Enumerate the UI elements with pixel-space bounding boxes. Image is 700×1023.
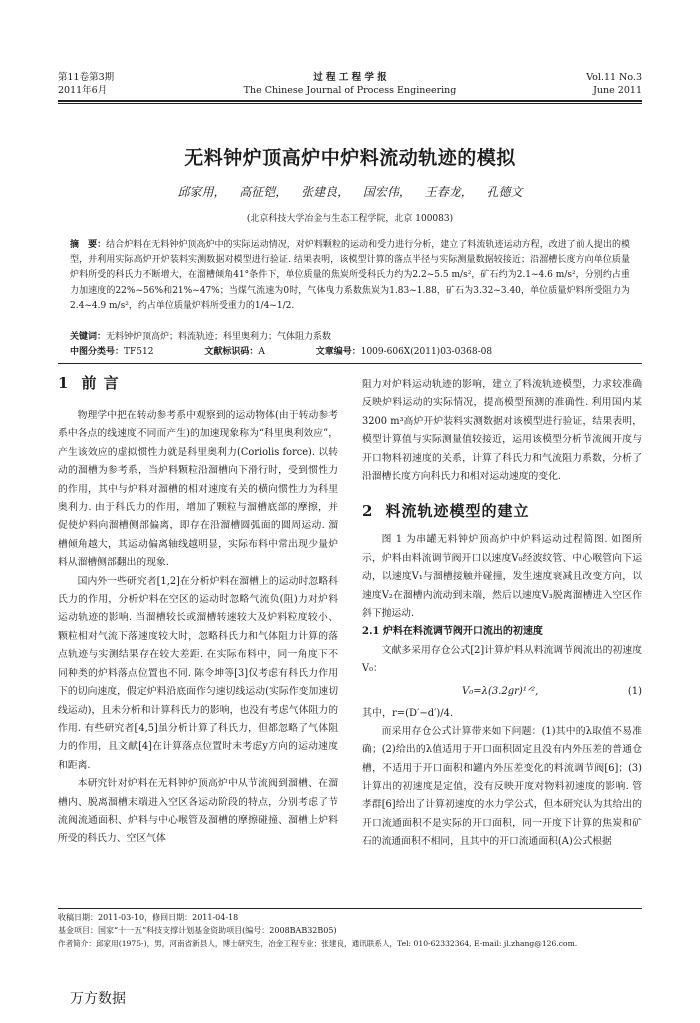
volume-issue: 第11卷第3期 <box>58 72 115 83</box>
clc-label: 中图分类号： <box>70 347 125 357</box>
abstract-text: 结合炉料在无料钟炉顶高炉中的实际运动情况，对炉料颗粒的运动和受力进行分析，建立了料流轨迹运动方程，改进了前人提出的模型，并利用实际高炉开炉装料实测数据对模型进行验证. 结果表明，该模型计算的落点半径与实际测量数据较接近；沿溜槽长度方向单位质量炉料所受的科氏力不断增大，在溜槽倾角41°条件下，单位质量的焦炭所受科氏力约为2.2~5.5 m/s²，矿石约为2.1~4.6 m/s²，分别约占重力加速度的22%~56%和21%~47%；当煤气流速为0时，气体曳力系数焦炭为1.83~1.88，矿石为3.32~3.40，单位质量炉料所受阻力为2.4~4.9 m/s²，约占单位质量炉料所受重力的1/4~1/2. <box>70 240 630 311</box>
section-1-paragraph-1: 物理学中把在转动参考系中观察到的运动物体(由于转动参考系中各点的线速度不同而产生)的加速现象称为“科里奥利效应”，产生该效应的虚拟惯性力就是科里奥利力(Coriolis force). 以转动的溜槽为参考系，当炉料颗粒沿溜槽向下滑行时，受到惯性力的作用，其中与炉料对溜槽的相对速度有关的横向惯性力为科里奥利力. 由于科氏力的作用，增加了颗粒与溜槽底部的摩擦，并促使炉料向溜槽侧部偏离，即存在沿溜槽圆弧面的圆周运动. 溜槽倾角越大，其运动偏离轴线越明显，实际布料中常出现少量炉料从溜槽侧部翻出的现象. <box>58 410 338 569</box>
journal-name-en: The Chinese Journal of Process Engineering <box>243 85 457 96</box>
abstract-rule <box>58 363 642 364</box>
equation-where: 其中，r=(D′−d′)/4. <box>362 707 454 719</box>
section-1-paragraph-2: 国内外一些研究者[1,2]在分析炉料在溜槽上的运动时忽略科氏力的作用，分析炉料在空区的运动时忽略气流负(阻)力对炉料运动轨迹的影响. 当溜槽较长或溜槽转速较大及炉料粒度较小、颗粒相对气流下落速度较大时，忽略科氏力和气体阻力计算的落点轨迹与实测结果存在较大差距. 在实际布料中，同一角度下不同种类的炉料落点位置也不同. 陈令坤等[3]仅考虑有科氏力作用下的切向速度，假定炉料沿底面作匀速切线运动(实际作变加速切线运动)，且未分析和计算科氏力的影响，也没有考虑气体阻力的作用. 有些研究者[4,5]虽分析计算了科氏力，但都忽略了气体阻力的作用，且文献[4]在计算落点位置时未考虑y方向的运动速度和距离. <box>58 575 338 771</box>
keywords-label: 关键词： <box>70 332 107 342</box>
right-column <box>362 376 642 852</box>
footnote-received: 收稿日期：2011-03-10，修回日期：2011-04-18 <box>58 913 239 922</box>
equation-1-number: (1) <box>627 685 642 697</box>
article-number-value: 1009-606X(2011)03-0368-08 <box>360 347 493 357</box>
header-rule-thin <box>58 103 642 104</box>
footnote-rule <box>58 908 642 909</box>
footnote-fund: 基金项目：国家“十一五”科技支撑计划基金资助项目(编号：2008BAB32B05) <box>58 926 337 935</box>
section-1-heading <box>58 372 338 393</box>
affiliation: (北京科技大学冶金与生态工程学院，北京 100083) <box>246 214 454 224</box>
classification-line <box>70 345 630 359</box>
footnote-author: 作者简介：邱家用(1975-)，男，河南省新县人，博士研究生，冶金工程专业；张建良，通讯联系人，Tel: 010-62332364, E-mail: jl.zhang@126.com. <box>58 939 578 948</box>
equation-1 <box>362 683 642 705</box>
volume-issue-en: Vol.11 No.3 <box>586 72 642 83</box>
author-list: 邱家用， 高征铠， 张建良， 国宏伟， 王春龙， 孔德文 <box>177 185 523 199</box>
section-2-paragraph-2: 文献多采用存仓公式[2]计算炉料从料流调节阀流出的初速度V₀： <box>362 644 642 675</box>
section-1-paragraph-3: 本研究针对炉料在无料钟炉顶高炉中从节流阀到溜槽、在溜槽内、脱离溜槽末端进入空区各运动阶段的特点，分别考虑了节流阀流通面积、炉料与中心喉管及溜槽的摩擦碰撞、溜槽上炉料所受的科氏力、空区气体 <box>58 778 338 845</box>
equation-1-expression: V₀=λ(3.2gr)¹ᐟ², <box>462 685 539 697</box>
article-number-label: 文章编号： <box>315 347 361 357</box>
section-2-number: 2 <box>362 502 374 521</box>
journal-name-cn: 过 程 工 程 学 报 <box>313 72 387 83</box>
wanfang-watermark: 万方数据 <box>70 991 126 1007</box>
abstract <box>70 238 630 314</box>
paper-title: 无料钟炉顶高炉中炉料流动轨迹的模拟 <box>184 147 516 169</box>
header-rule <box>58 100 642 102</box>
subsection-2-1-heading: 2.1 炉料在料流调节阀开口流出的初速度 <box>362 626 543 638</box>
section-2-title: 料流轨迹模型的建立 <box>385 502 530 521</box>
section-2-paragraph-1: 图 1 为串罐无料钟炉顶高炉中炉料运动过程简图. 如图所示，炉料由料流调节阀开口以速度V₀经波纹管、中心喉管向下运动，以速度V₁与溜槽接触并碰撞，发生速度衰减且改变方向，以速度V₂在溜槽内流动到末端，然后以速度V₃脱离溜槽进入空区作斜下抛运动. <box>362 534 642 620</box>
keywords <box>70 330 630 344</box>
abstract-label: 摘 要： <box>70 240 107 250</box>
keywords-text: 无料钟炉顶高炉；料流轨迹；科里奥利力；气体阻力系数 <box>106 332 332 342</box>
section-2-heading <box>362 500 642 521</box>
doc-code-label: 文献标识码： <box>204 347 259 357</box>
clc-value: TF512 <box>124 347 154 357</box>
issue-date: 2011年6月 <box>58 85 108 96</box>
section-1-title: 前 言 <box>81 374 120 392</box>
doc-code-value: A <box>258 347 265 357</box>
section-2-paragraph-3: 而采用存仓公式计算带来如下问题：(1)其中的λ取值不易准确；(2)给出的λ值适用于开口面积固定且没有内外压差的普通仓槽，不适用于开口面积和罐内外压差变化的料流调节阀[6]；(3)计算出的初速度是定值，没有反映开度对物料初速度的影响. 管孝群[6]给出了计算初速度的水力学公式，但本研究认为其给出的开口流通面积不是实际的开口面积，同一开度下计算的焦炭和矿石的流通面积不相同，且其中的开口流通面积(A)公式根据 <box>362 725 642 848</box>
section-1-number: 1 <box>58 374 70 392</box>
issue-date-en: June 2011 <box>593 85 642 96</box>
left-column <box>58 372 338 849</box>
section-1-paragraph-4: 阻力对炉料运动轨迹的影响，建立了料流轨迹模型，力求较准确反映炉料运动的实际情况，提高模型预测的准确性. 利用国内某3200 m³高炉开炉装料实测数据对该模型进行验证，结果表明，模型计算值与实际测量值较接近，运用该模型分析节流阀开度与开口物料初速度的关系，计算了科氏力和气流阻力系数，分析了沿溜槽长度方向科氏力和相对运动速度的变化. <box>362 379 642 483</box>
